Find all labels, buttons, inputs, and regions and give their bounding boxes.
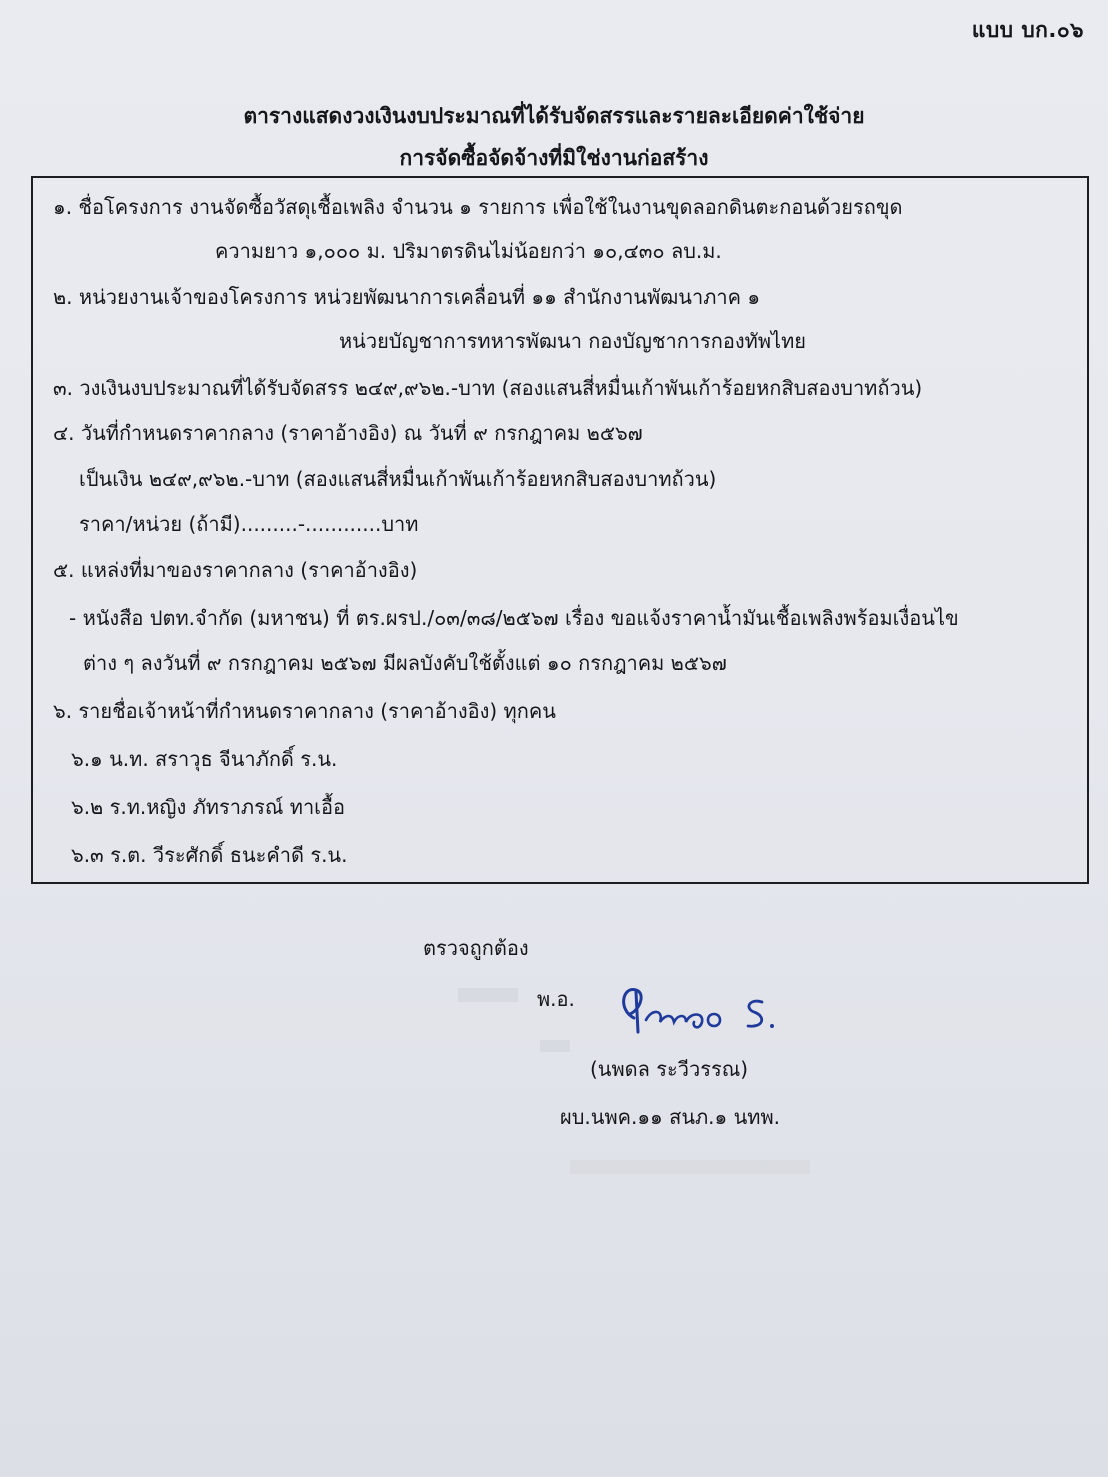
document-title-line1: ตารางแสดงวงเงินงบประมาณที่ได้รับจัดสรรและรายละเอียดค่าใช้จ่าย — [243, 104, 865, 128]
signer-rank: พ.อ. — [537, 987, 575, 1011]
item-6-officer-3: ๖.๓ ร.ต. วีระศักดิ์ ธนะคำดี ร.น. — [71, 843, 348, 867]
details-box — [31, 176, 1089, 884]
item-6-officer-2: ๖.๒ ร.ท.หญิง ภัทราภรณ์ ทาเอื้อ — [71, 795, 346, 819]
item-1-project-detail: ความยาว ๑,๐๐๐ ม. ปริมาตรดินไม่น้อยกว่า ๑๐,๔๓๐ ลบ.ม. — [215, 239, 722, 263]
verified-label: ตรวจถูกต้อง — [423, 936, 529, 960]
signer-position: ผบ.นพค.๑๑ สนภ.๑ นทพ. — [560, 1105, 780, 1129]
item-4-unit-price: ราคา/หน่วย (ถ้ามี).........-............บาท — [79, 512, 419, 536]
item-4-amount: เป็นเงิน ๒๔๙,๙๖๒.-บาท (สองแสนสี่หมื่นเก้าพันเก้าร้อยหกสิบสองบาทถ้วน) — [79, 467, 717, 491]
show-through-smudge-3 — [570, 1160, 810, 1174]
signer-name: (นพดล ระวีวรรณ) — [590, 1057, 749, 1081]
item-2-owner-parent: หน่วยบัญชาการทหารพัฒนา กองบัญชาการกองทัพไทย — [339, 329, 807, 353]
handwritten-signature — [612, 980, 792, 1050]
item-3-budget: ๓. วงเงินงบประมาณที่ได้รับจัดสรร ๒๔๙,๙๖๒.-บาท (สองแสนสี่หมื่นเก้าพันเก้าร้อยหกสิบสองบาทถ้วน) — [53, 376, 923, 400]
form-code: แบบ บก.๐๖ — [971, 18, 1084, 42]
item-1-project-name: ๑. ชื่อโครงการ งานจัดซื้อวัสดุเชื้อเพลิง จำนวน ๑ รายการ เพื่อใช้ในงานขุดลอกดินตะกอนด้วยรถขุด — [53, 195, 903, 219]
show-through-smudge-1 — [458, 988, 518, 1002]
item-5-source-letter: - หนังสือ ปตท.จำกัด (มหาชน) ที่ ตร.ผรป./๐๓/๓๘/๒๕๖๗ เรื่อง ขอแจ้งราคาน้ำมันเชื้อเพลิงพร้อมเงื่อนไข — [69, 606, 959, 630]
document-title-line2: การจัดซื้อจัดจ้างที่มิใช่งานก่อสร้าง — [399, 146, 709, 170]
item-5-source-date: ต่าง ๆ ลงวันที่ ๙ กรกฎาคม ๒๕๖๗ มีผลบังคับใช้ตั้งแต่ ๑๐ กรกฎาคม ๒๕๖๗ — [83, 651, 727, 675]
item-6-officers-heading: ๖. รายชื่อเจ้าหน้าที่กำหนดราคากลาง (ราคาอ้างอิง) ทุกคน — [53, 699, 556, 723]
item-2-owner-unit: ๒. หน่วยงานเจ้าของโครงการ หน่วยพัฒนาการเคลื่อนที่ ๑๑ สำนักงานพัฒนาภาค ๑ — [53, 285, 761, 309]
item-4-reference-date: ๔. วันที่กำหนดราคากลาง (ราคาอ้างอิง) ณ วันที่ ๙ กรกฎาคม ๒๕๖๗ — [53, 421, 643, 445]
item-5-price-source: ๕. แหล่งที่มาของราคากลาง (ราคาอ้างอิง) — [53, 558, 418, 582]
show-through-smudge-2 — [540, 1040, 570, 1052]
item-6-officer-1: ๖.๑ น.ท. สราวุธ จีนาภักดิ์ ร.น. — [71, 747, 338, 771]
